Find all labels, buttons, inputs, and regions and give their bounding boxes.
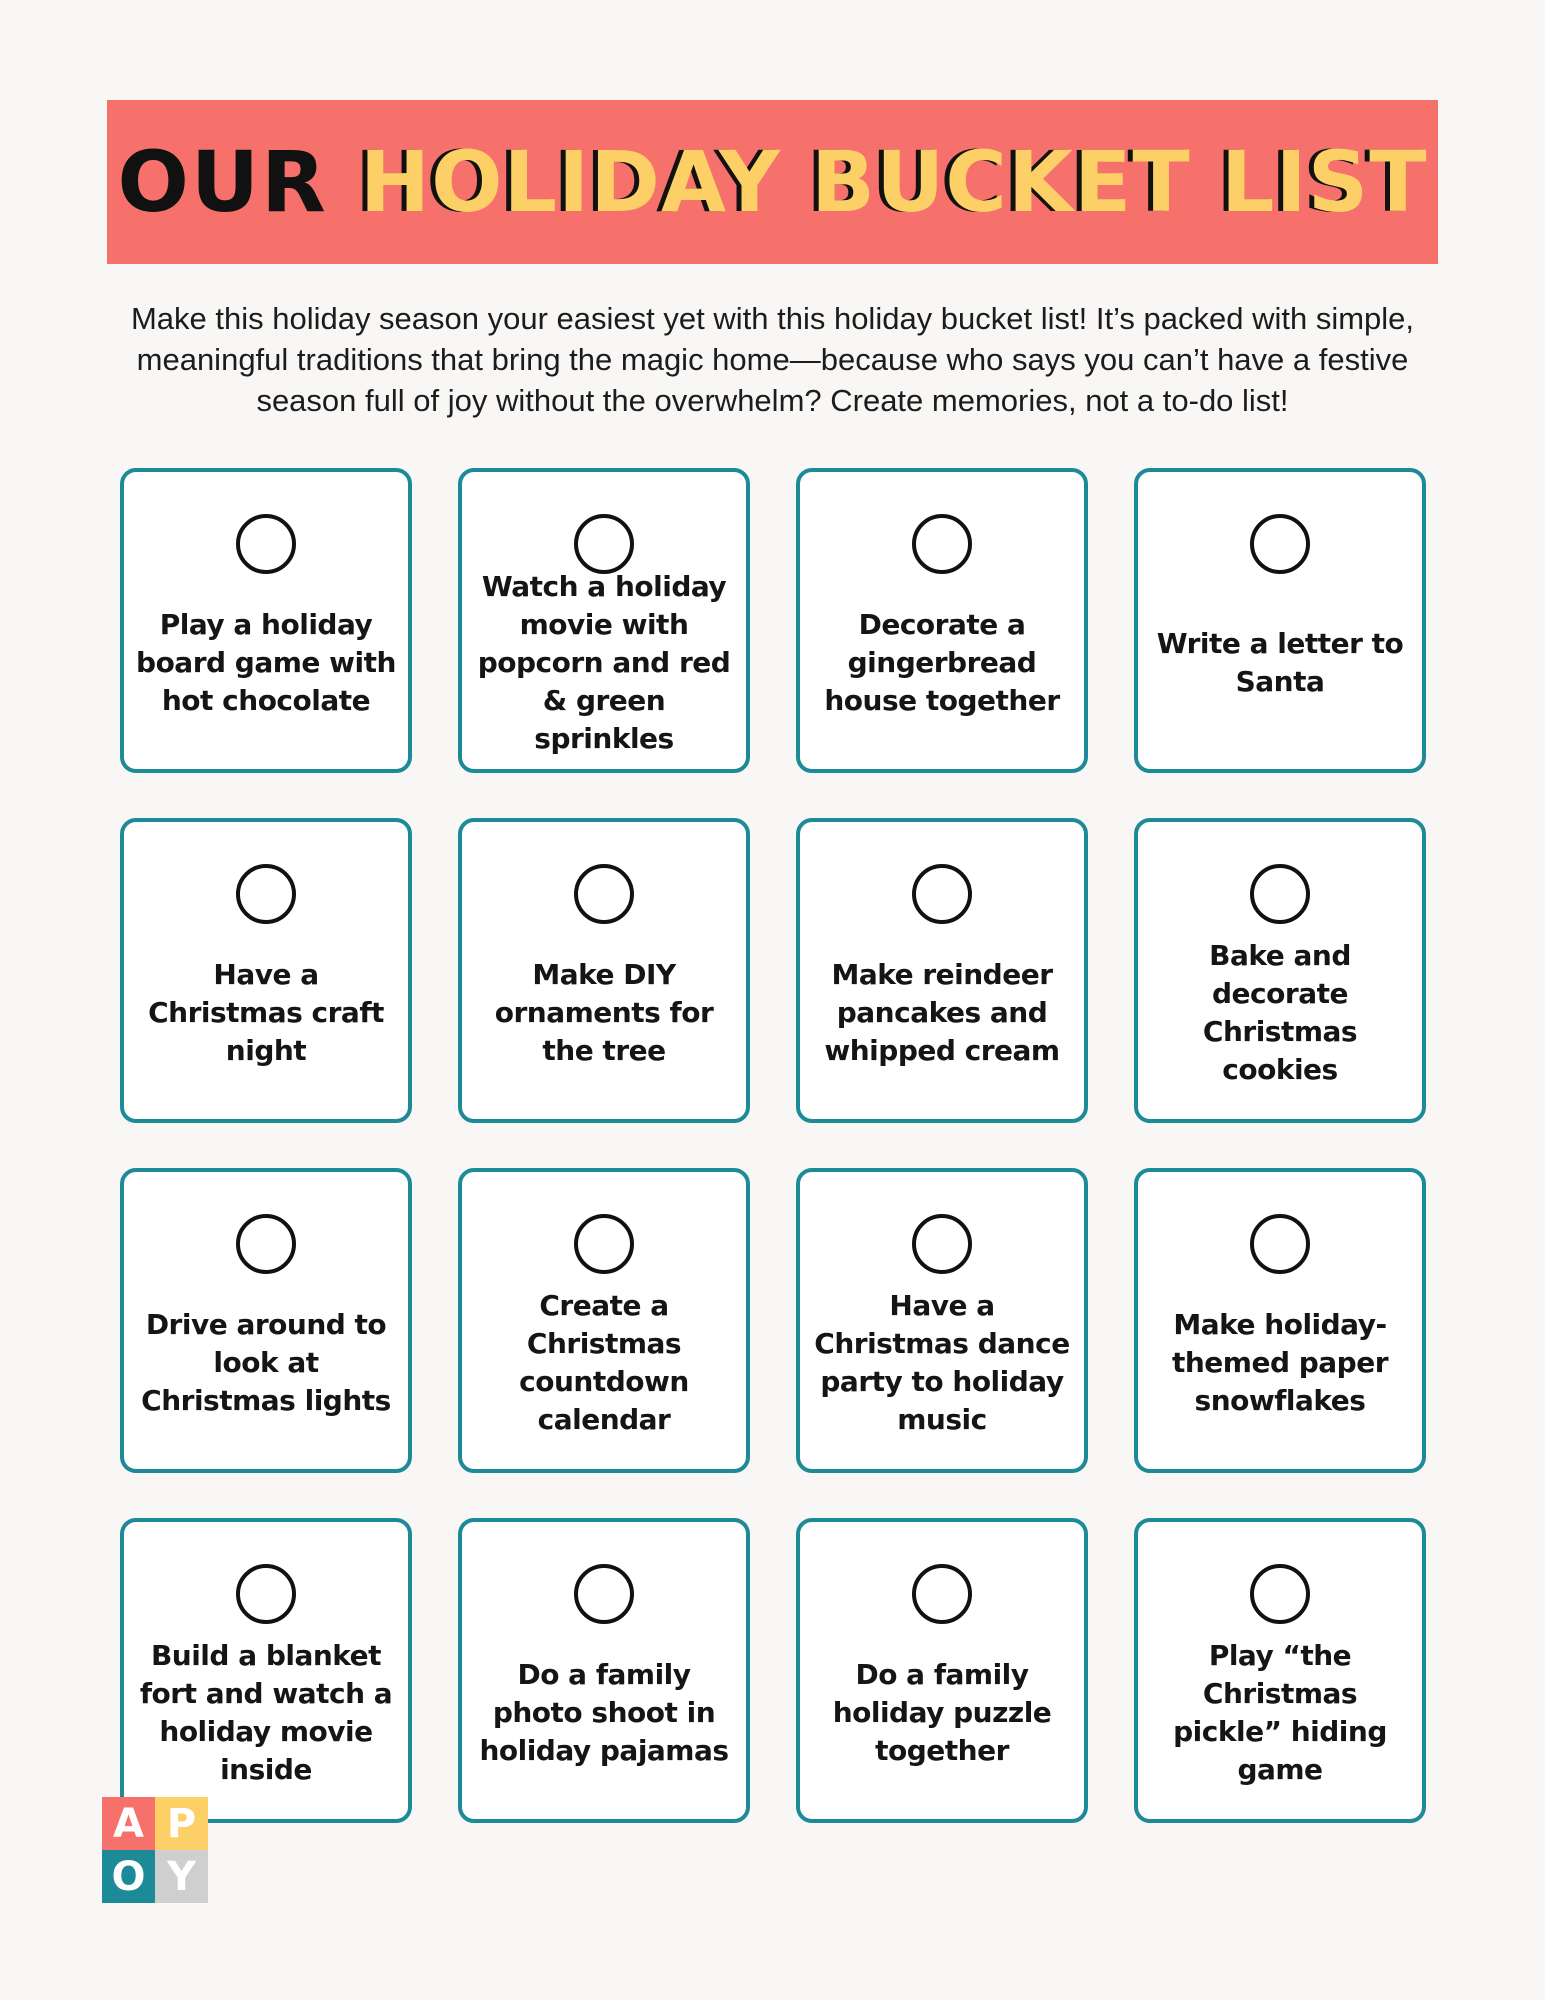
logo-letter-o: O (102, 1850, 155, 1903)
item-label: Play “the Christmas pickle” hiding game (1173, 1638, 1387, 1786)
checkbox-circle-icon[interactable] (574, 1214, 634, 1274)
bucket-list-item[interactable] (1134, 1518, 1426, 1823)
item-label: Create a Christmas countdown calendar (519, 1288, 689, 1436)
bucket-list-item[interactable] (120, 1168, 412, 1473)
logo-letter-y: Y (155, 1850, 208, 1903)
logo-letter-a: A (102, 1797, 155, 1850)
intro-paragraph: Make this holiday season your easiest yet with this holiday bucket list! It’s packed with simple, meaningful traditions that bring the magic home—because who says you can’t have a festive season full of joy without the overwhelm? Create memories, not a to-do list! (130, 301, 1415, 418)
checkbox-circle-icon[interactable] (236, 1564, 296, 1624)
checkbox-circle-icon[interactable] (236, 1214, 296, 1274)
checkbox-circle-icon[interactable] (574, 864, 634, 924)
checkbox-circle-icon[interactable] (912, 864, 972, 924)
checkbox-circle-icon[interactable] (1250, 864, 1310, 924)
item-label: Bake and decorate Christmas cookies (1202, 938, 1358, 1086)
item-label: Write a letter to Santa (1156, 626, 1404, 698)
title-word-holiday-bucket-list: HOLIDAY BUCKET LIST (359, 133, 1428, 231)
bucket-list-item[interactable] (1134, 818, 1426, 1123)
item-label: Watch a holiday movie with popcorn and red & green sprinkles (477, 569, 731, 755)
bucket-list-grid (120, 468, 1425, 1823)
item-label: Do a family holiday puzzle together (832, 1657, 1052, 1767)
bucket-list-item[interactable] (796, 818, 1088, 1123)
item-label: Have a Christmas dance party to holiday music (814, 1288, 1070, 1436)
checkbox-circle-icon[interactable] (574, 1564, 634, 1624)
bucket-list-item[interactable] (120, 1518, 412, 1823)
apoy-logo (102, 1797, 208, 1903)
checkbox-circle-icon[interactable] (912, 1214, 972, 1274)
bucket-list-item[interactable] (796, 468, 1088, 773)
item-label: Decorate a gingerbread house together (824, 607, 1060, 717)
bucket-list-item[interactable] (458, 468, 750, 773)
logo-letter-p: P (155, 1797, 208, 1850)
checkbox-circle-icon[interactable] (1250, 514, 1310, 574)
item-label: Play a holiday board game with hot chocolate (136, 607, 396, 717)
checkbox-circle-icon[interactable] (1250, 1564, 1310, 1624)
item-label: Make DIY ornaments for the tree (494, 957, 714, 1067)
bucket-list-item[interactable] (1134, 1168, 1426, 1473)
title-word-our: OUR (117, 133, 328, 231)
checkbox-circle-icon[interactable] (574, 514, 634, 574)
checkbox-circle-icon[interactable] (912, 1564, 972, 1624)
item-label: Build a blanket fort and watch a holiday movie inside (139, 1638, 393, 1786)
bucket-list-item[interactable] (120, 468, 412, 773)
bucket-list-item[interactable] (796, 1168, 1088, 1473)
bucket-list-item[interactable] (120, 818, 412, 1123)
title-banner (107, 100, 1438, 264)
checkbox-circle-icon[interactable] (912, 514, 972, 574)
item-label: Make reindeer pancakes and whipped cream (824, 957, 1060, 1067)
bucket-list-item[interactable] (796, 1518, 1088, 1823)
item-label: Make holiday-themed paper snowflakes (1171, 1307, 1389, 1417)
bucket-list-item[interactable] (458, 1518, 750, 1823)
bucket-list-item[interactable] (458, 818, 750, 1123)
checkbox-circle-icon[interactable] (236, 514, 296, 574)
item-label: Have a Christmas craft night (148, 957, 384, 1067)
checkbox-circle-icon[interactable] (236, 864, 296, 924)
item-label: Do a family photo shoot in holiday pajamas (479, 1657, 729, 1767)
bucket-list-item[interactable] (1134, 468, 1426, 773)
item-label: Drive around to look at Christmas lights (141, 1307, 391, 1417)
bucket-list-item[interactable] (458, 1168, 750, 1473)
checkbox-circle-icon[interactable] (1250, 1214, 1310, 1274)
